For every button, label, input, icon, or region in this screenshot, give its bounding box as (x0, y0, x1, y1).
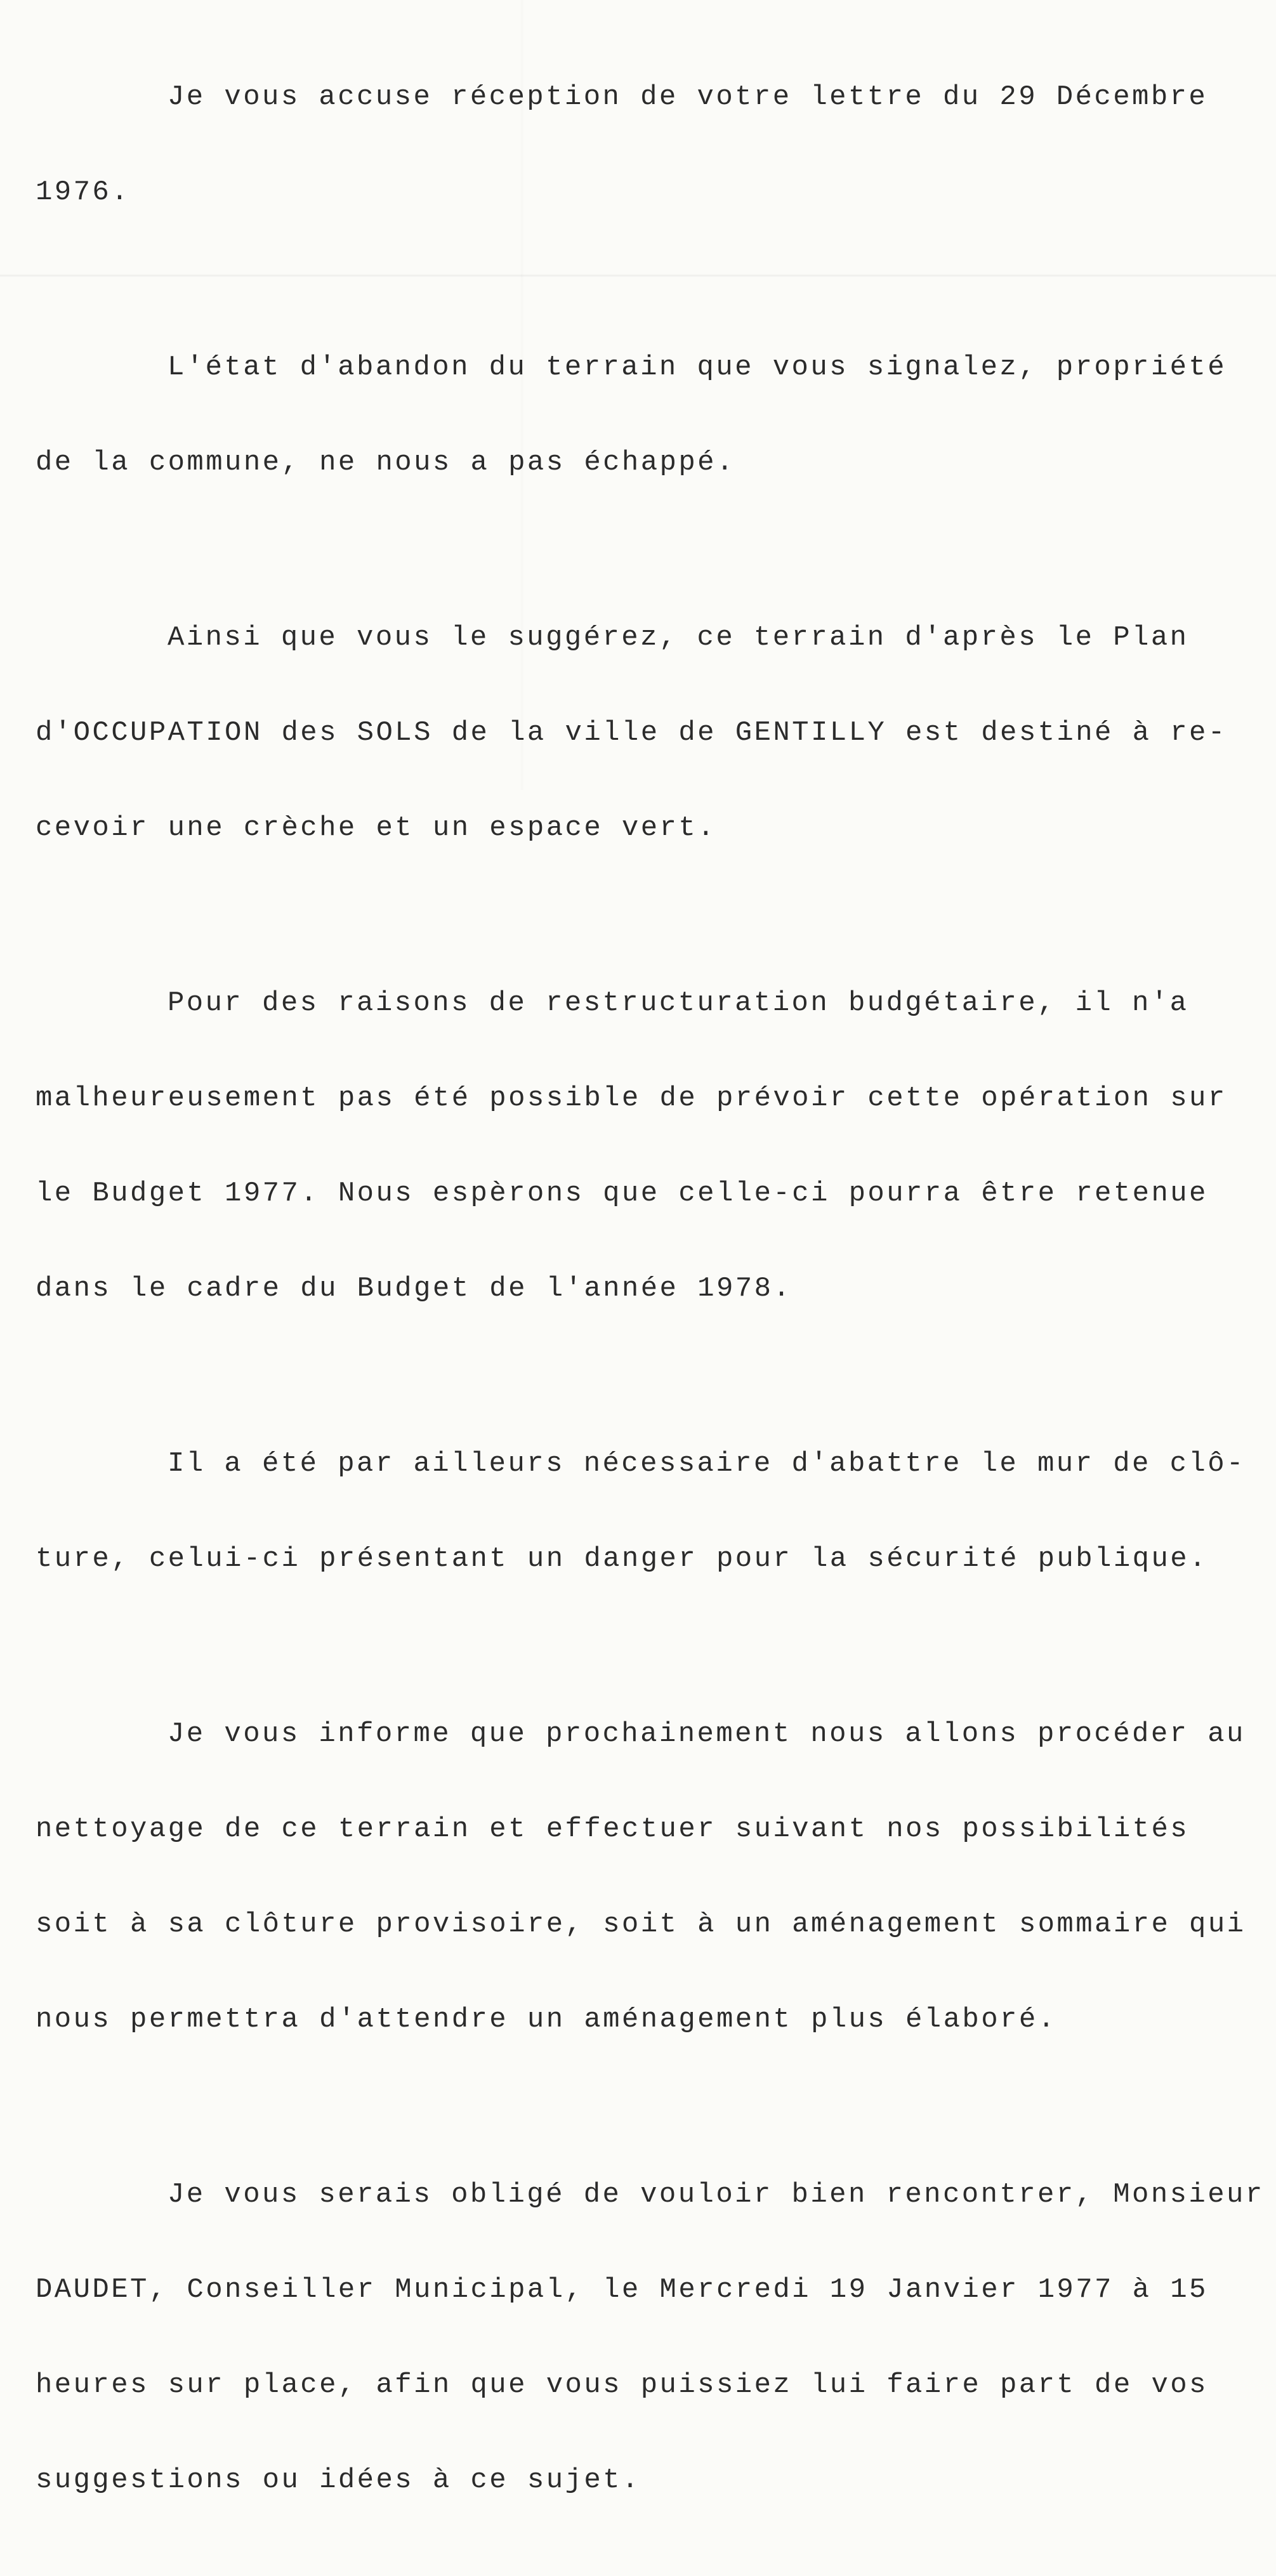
text-line: de la commune, ne nous a pas échappé. (36, 447, 735, 478)
paragraph-acknowledgement (36, 18, 1273, 272)
text-line: L'état d'abandon du terrain que vous signalez, propriété (168, 352, 1227, 383)
text-line: dans le cadre du Budget de l'année 1978. (36, 1273, 793, 1304)
paragraph-wall-demolition (36, 1384, 1273, 1638)
paragraph-abandonment (36, 288, 1273, 542)
text-line: le Budget 1977. Nous espèrons que celle-ci pourra être retenue (36, 1178, 1208, 1209)
paragraph-budget (36, 924, 1273, 1368)
text-line: Je vous accuse réception de votre lettre du 29 Décembre (168, 81, 1208, 113)
text-line: d'OCCUPATION des SOLS de la ville de GENTILLY est destiné à re- (36, 717, 1227, 749)
text-line: Je vous informe que prochainement nous allons procéder au (168, 1718, 1246, 1750)
text-line: malheureusement pas été possible de prévoir cette opération sur (36, 1082, 1227, 1114)
text-line: suggestions ou idées à ce sujet. (36, 2464, 641, 2496)
text-line: nous permettra d'attendre un aménagement plus élaboré. (36, 2004, 1057, 2035)
paragraph-cleaning (36, 1655, 1273, 2099)
text-line: Je vous serais obligé de vouloir bien rencontrer, Monsieur (168, 2179, 1265, 2211)
text-line: nettoyage de ce terrain et effectuer suivant nos possibilités (36, 1813, 1190, 1845)
text-line: Ainsi que vous le suggérez, ce terrain d'après le Plan (168, 622, 1189, 654)
paragraph-meeting (36, 2115, 1273, 2560)
text-line: Pour des raisons de restructuration budgétaire, il n'a (168, 987, 1189, 1019)
text-line: heures sur place, afin que vous puissiez lui faire part de vos (36, 2369, 1208, 2401)
text-line: Il a été par ailleurs nécessaire d'abattre le mur de clô- (168, 1448, 1246, 1480)
text-line: soit à sa clôture provisoire, soit à un aménagement sommaire qui (36, 1909, 1246, 1940)
paragraph-land-use-plan (36, 558, 1273, 907)
text-line: 1976. (36, 176, 131, 208)
text-line: cevoir une crèche et un espace vert. (36, 812, 716, 844)
text-line: DAUDET, Conseiller Municipal, le Mercredi 19 Janvier 1977 à 15 (36, 2274, 1208, 2306)
letter-body (36, 18, 1273, 2576)
text-line: ture, celui-ci présentant un danger pour la sécurité publique. (36, 1543, 1208, 1575)
